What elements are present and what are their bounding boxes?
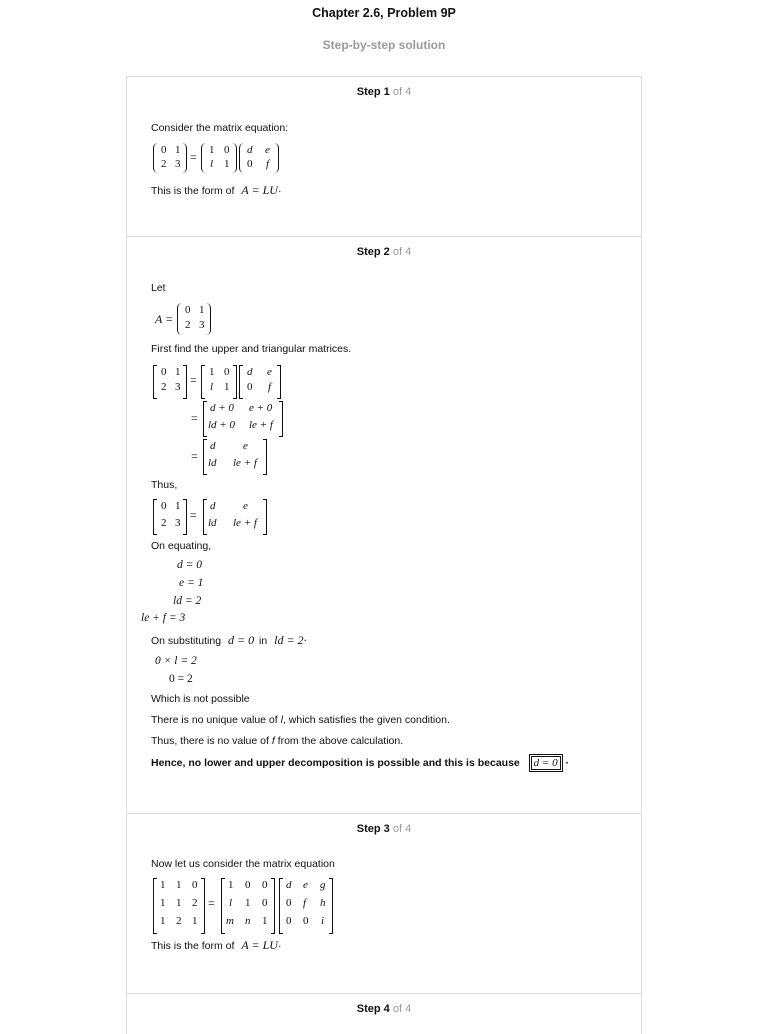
- equals: =: [190, 508, 197, 522]
- step-2-card: [126, 236, 642, 815]
- step-count: of 4: [392, 86, 412, 98]
- product-equation: [151, 365, 311, 397]
- matrix-a: 0 1 2 3: [153, 499, 187, 533]
- matrix-u: d e 0 f: [239, 365, 281, 397]
- matrix-p2: d e ld le + f: [203, 439, 267, 473]
- step-2-thus: Thus,: [151, 479, 178, 491]
- step-2-first: First find the upper and triangular matrices.: [151, 343, 352, 355]
- step-count: of 4: [392, 1003, 412, 1015]
- step-2-equating: On equating,: [151, 540, 212, 552]
- thus-equation: [151, 499, 291, 533]
- eq-d: d = 0: [177, 559, 203, 571]
- matrix-l: 1 0 l 1: [201, 143, 237, 173]
- product-result-2: [191, 439, 291, 473]
- step-3-card: [126, 813, 642, 995]
- eq-e: e = 1: [179, 577, 204, 589]
- a-equals: A =: [155, 312, 174, 326]
- matrix-u: d e 0 f: [239, 143, 279, 173]
- step-2-let: Let: [151, 282, 166, 294]
- step-1-card: [126, 76, 642, 238]
- step-2-header: [127, 246, 641, 258]
- step-1-header: [127, 86, 641, 98]
- matrix-p2: d e ld le + f: [203, 499, 267, 533]
- step-3-header: [127, 823, 641, 835]
- page-title: Chapter 2.6, Problem 9P: [312, 6, 456, 20]
- step-label: Step 3: [356, 823, 390, 835]
- step-label: Step 4: [356, 1003, 390, 1015]
- step-4-header: [127, 1003, 641, 1015]
- step-1-intro: Consider the matrix equation:: [151, 122, 289, 134]
- matrix-a3: 1 1 0 1 1 2 1 2 1: [153, 878, 205, 932]
- step-3-intro: Now let us consider the matrix equation: [151, 858, 335, 870]
- step-2-conclusion: Hence, no lower and upper decomposition is possible and this is because d = 0 ·: [151, 757, 570, 769]
- boxed-answer: d = 0: [531, 756, 561, 770]
- step-2-substitute: On substituting d = 0 in ld = 2·: [151, 633, 307, 647]
- step-2-no-unique: There is no unique value of l, which satisfies the given condition.: [151, 714, 450, 726]
- result-2: 0 = 2: [169, 673, 193, 685]
- product-result-1: [191, 401, 291, 435]
- step-3-form: This is the form of A = LU·: [151, 938, 282, 952]
- equals: =: [190, 373, 197, 387]
- step-count: of 4: [392, 246, 412, 258]
- matrix-a: 0 1 2 3: [153, 365, 187, 397]
- let-a-equation: [155, 303, 225, 335]
- equals: =: [208, 896, 215, 910]
- result-1: 0 × l = 2: [155, 655, 197, 667]
- eq-le-f: le + f = 3: [141, 612, 186, 624]
- eq-ld: ld = 2: [173, 595, 202, 607]
- matrix-a: 0 1 2 3: [177, 303, 211, 335]
- matrix-p1: d + 0 e + 0 ld + 0 le + f: [203, 401, 283, 435]
- step-label: Step 2: [356, 246, 390, 258]
- step-4-card: [126, 993, 642, 1034]
- page-subtitle: Step-by-step solution: [322, 38, 446, 52]
- equals: =: [191, 449, 198, 463]
- step-label: Step 1: [356, 86, 390, 98]
- step-2-not-possible: Which is not possible: [151, 693, 250, 705]
- matrix-u3: d e g 0 f h 0 0 i: [279, 878, 333, 932]
- step-3-equation: [151, 878, 351, 932]
- matrix-a: 0 1 2 3: [153, 143, 187, 173]
- matrix-l: 1 0 l 1: [201, 365, 237, 397]
- step-count: of 4: [392, 823, 412, 835]
- step-2-no-value: Thus, there is no value of f from the above calculation.: [151, 735, 404, 747]
- matrix-l3: 1 0 0 l 1 0 m n 1: [221, 878, 275, 932]
- step-1-form: This is the form of A = LU·: [151, 183, 282, 197]
- equals: =: [191, 411, 198, 425]
- step-1-equation: [151, 143, 291, 173]
- equals: =: [190, 150, 197, 164]
